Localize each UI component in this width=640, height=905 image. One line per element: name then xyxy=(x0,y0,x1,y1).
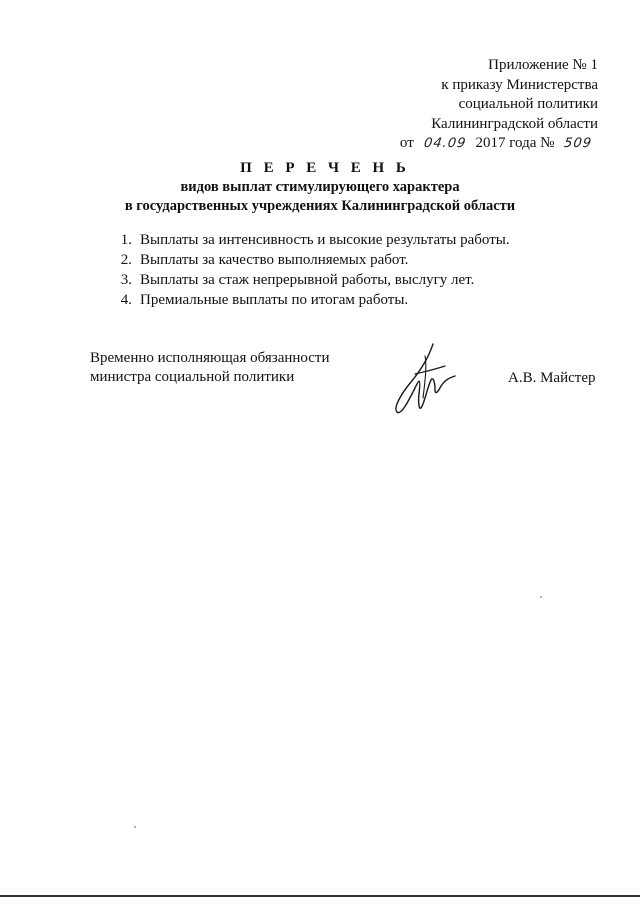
date-prefix: от xyxy=(399,135,414,151)
year-text: 2017 года № xyxy=(475,135,555,151)
document-title: П Е Р Е Ч Е Н Ь xyxy=(240,160,410,176)
scan-speck xyxy=(540,596,542,598)
handwritten-signature xyxy=(385,336,465,416)
appendix-header xyxy=(400,56,598,154)
appendix-line-3: социальной политики xyxy=(458,96,598,112)
document-title-block xyxy=(0,158,640,216)
payment-types-list xyxy=(112,230,510,310)
appendix-line-4: Калининградской области xyxy=(431,115,598,132)
list-item: 2. Выплаты за качество выполняемых работ. xyxy=(120,252,409,268)
appendix-line-2: к приказу Министерства xyxy=(441,76,598,93)
signatory-name: А.В. Майстер xyxy=(508,370,596,386)
handwritten-date: 04.09 xyxy=(422,136,467,151)
signatory-role-line-2: министра социальной политики xyxy=(90,369,295,385)
handwritten-number: 509 xyxy=(563,136,594,151)
appendix-line-1: Приложение № 1 xyxy=(488,57,598,73)
document-subtitle-line-1: видов выплат стимулирующего характера xyxy=(180,179,460,195)
list-item: 1. Выплаты за интенсивность и высокие результаты работы. xyxy=(120,232,510,248)
scan-edge-line xyxy=(0,895,640,897)
scan-speck xyxy=(134,826,136,828)
signatory-role-line-1: Временно исполняющая обязанности xyxy=(90,350,330,366)
list-item: 3. Выплаты за стаж непрерывной работы, выслугу лет. xyxy=(120,272,475,288)
list-item: 4. Премиальные выплаты по итогам работы. xyxy=(120,292,409,308)
appendix-date-line xyxy=(400,134,598,154)
signatory-role xyxy=(90,349,330,387)
document-subtitle-line-2: в государственных учреждениях Калининградской области xyxy=(124,198,516,214)
